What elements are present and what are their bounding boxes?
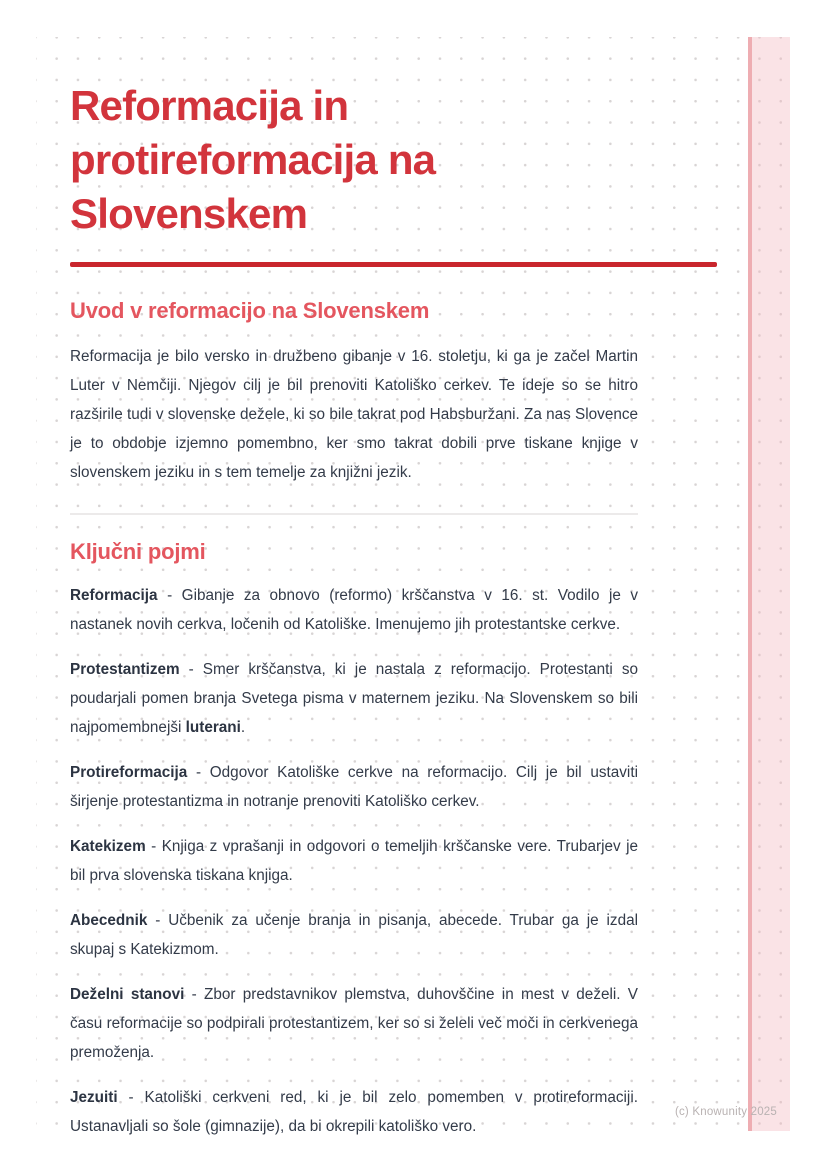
dotted-page [36, 37, 790, 1135]
term-paragraph-protestantizem [70, 655, 638, 742]
term-paragraph-dezelni-stanovi [70, 980, 638, 1067]
term-name: Protireformacija [70, 764, 188, 781]
term-paragraph-protireformacija [70, 758, 638, 816]
term-separator: - [187, 764, 210, 781]
term-separator: - [145, 838, 162, 855]
section-divider [70, 513, 638, 515]
term-definition-end: . [240, 719, 246, 736]
copyright-watermark: (c) Knowunity 2025 [674, 1106, 777, 1118]
term-name: Protestantizem [70, 661, 180, 678]
page-content [70, 37, 718, 1141]
term-name: Abecednik [70, 912, 148, 929]
term-definition: Zbor predstavnikov plemstva, duhovščine in mest v deželi. V času reformacije so podpirali protestantizem, ker so si želeli več moči in cerkvenega premoženja. [70, 986, 638, 1061]
term-separator: - [147, 912, 169, 929]
title-rule [70, 262, 717, 267]
term-paragraph-reformacija [70, 581, 638, 639]
term-separator: - [157, 587, 182, 604]
term-definition: Katoliški cerkveni red, ki je bil zelo pomemben v protireformaciji. Ustanavljali so šole (gimnazije), da bi okrepili katoliško vero. [70, 1089, 638, 1135]
term-paragraph-jezuiti [70, 1083, 638, 1141]
term-separator: - [184, 986, 205, 1003]
term-definition-bold-word: luterani [185, 719, 241, 736]
term-name: Deželni stanovi [70, 986, 185, 1003]
term-definition: Gibanje za obnovo (reformo) krščanstva v 16. st. Vodilo je v nastanek novih cerkva, ločenih od Katoliške. Imenujemo jih protestantske cerkve. [70, 587, 638, 633]
page-title: Reformacija in protireformacija na Slovenskem [70, 82, 436, 237]
intro-paragraph: Reformacija je bilo versko in družbeno gibanje v 16. stoletju, ki ga je začel Martin Luter v Nemčiji. Njegov cilj je bil prenoviti Katoliško cerkev. Te ideje so se hitro razširile tudi v slovenske dežele, ki so bile takrat pod Habsburžani. Za nas Slovence je to obdobje izjemno pomembno, ker smo takrat dobili prve tiskane knjige v slovenskem jeziku in s tem temelje za knjižni jezik. [70, 348, 638, 481]
term-paragraph-abecednik [70, 906, 638, 964]
term-name: Reformacija [70, 587, 158, 604]
term-name: Katekizem [70, 838, 146, 855]
term-separator: - [117, 1089, 145, 1106]
section-heading-key-terms: Ključni pojmi [70, 539, 206, 564]
term-definition: Smer krščanstva, ki je nastala z reformacijo. Protestanti so poudarjali pomen branja Svetega pisma v maternem jeziku. Na Slovenskem so bili najpomembnejši [70, 661, 638, 736]
term-paragraph-katekizem [70, 832, 638, 890]
term-definition: Učbenik za učenje branja in pisanja, abecede. Trubar ga je izdal skupaj s Katekizmom. [70, 912, 638, 958]
term-definition: Knjiga z vprašanji in odgovori o temeljih krščanske vere. Trubarjev je bil prva slovenska tiskana knjiga. [70, 838, 638, 884]
term-name: Jezuiti [70, 1089, 118, 1106]
section-heading-intro: Uvod v reformacijo na Slovenskem [70, 298, 430, 323]
term-definition: Odgovor Katoliške cerkve na reformacijo. Cilj je bil ustaviti širjenje protestantizma in notranje prenoviti Katoliško cerkev. [70, 764, 638, 810]
term-separator: - [179, 661, 203, 678]
accent-stripe [748, 37, 790, 1131]
